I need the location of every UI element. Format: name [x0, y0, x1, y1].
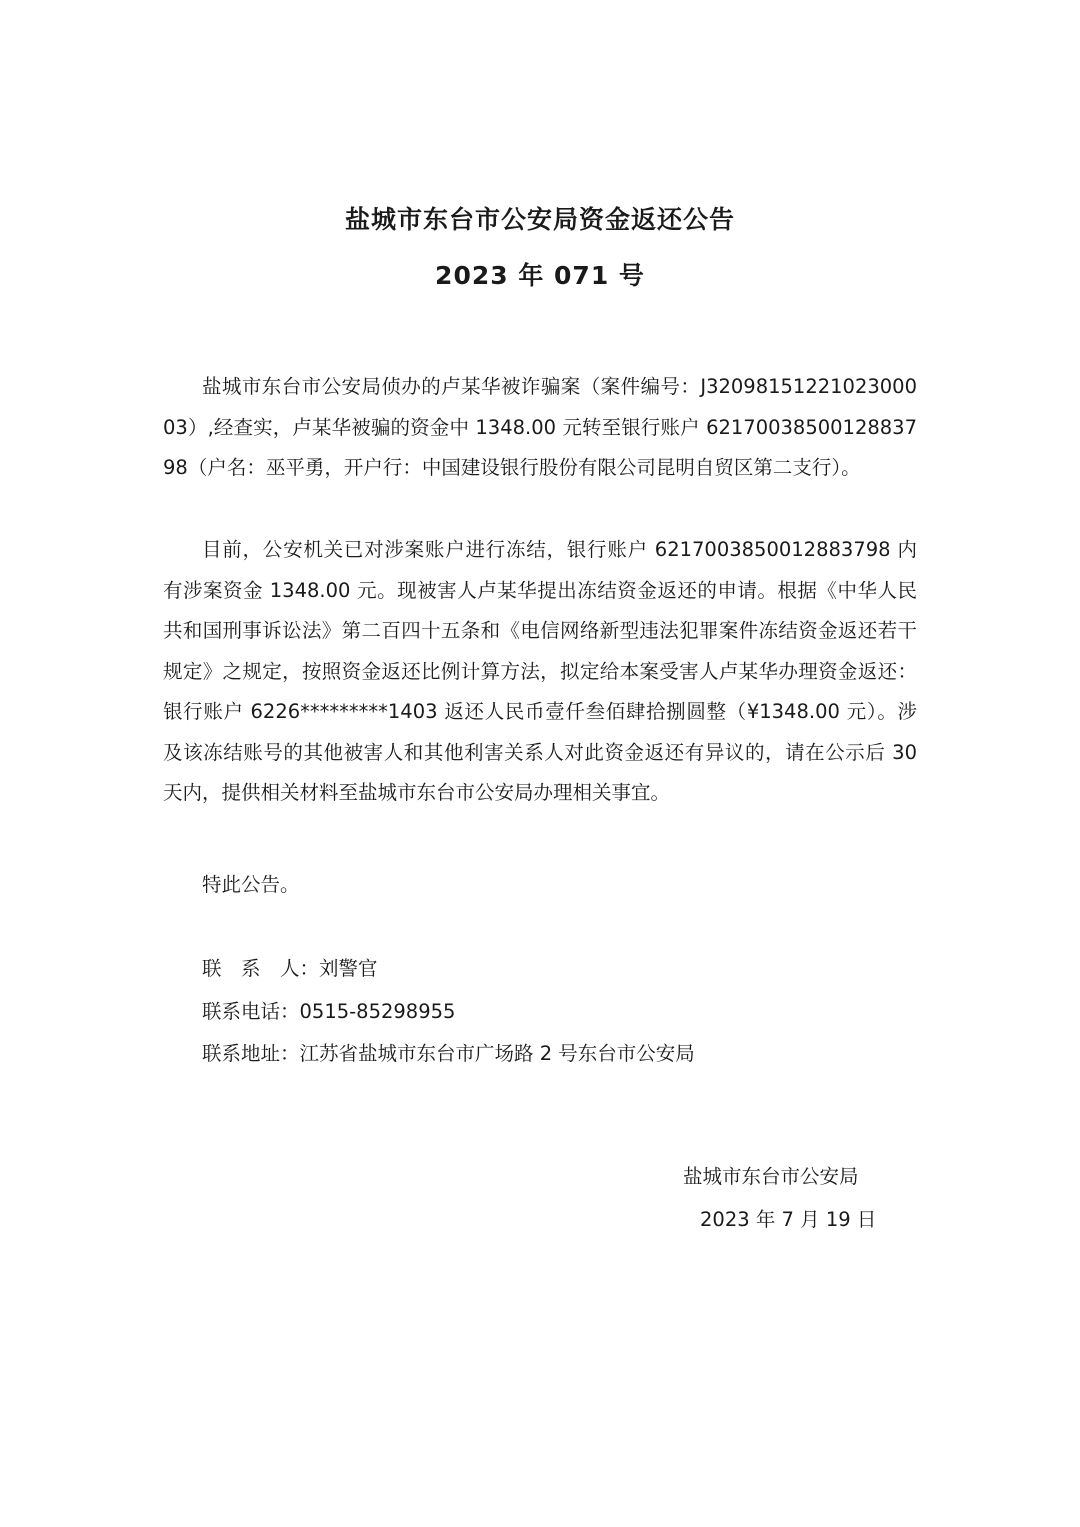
signature-date: 2023 年 7 月 19 日: [700, 1208, 877, 1231]
paragraph-refund-details: 目前，公安机关已对涉案账户进行冻结，银行账户 6217003850012883798 内有涉案资金 1348.00 元。现被害人卢某华提出冻结资金返还的申请。根据《中华人民共和国刑事诉讼法》第二百四十五条和《电信网络新型违法犯罪案件冻结资金返还若干规定》之规定，按照资金返还比例计算方法，拟定给本案受害人卢某华办理资金返还：银行账户 6226*********1403 返还人民币壹仟叁佰肆拾捌圆整（¥1348.00 元）。涉及该冻结账号的其他被害人和其他利害关系人对此资金返还有异议的，请在公示后 30 天内，提供相关材料至盐城市东台市公安局办理相关事宜。: [163, 538, 917, 804]
contact-phone: 联系电话：0515-85298955: [202, 1000, 456, 1023]
contact-address: 联系地址：江苏省盐城市东台市广场路 2 号东台市公安局: [202, 1042, 695, 1065]
paragraph-closing: 特此公告。: [202, 873, 300, 896]
document-number: 2023 年 071 号: [435, 261, 645, 290]
contact-person: 联 系 人：刘警官: [202, 957, 378, 980]
document-title: 盐城市东台市公安局资金返还公告: [344, 205, 735, 234]
signature-organization: 盐城市东台市公安局: [683, 1165, 859, 1188]
paragraph-case-details: 盐城市东台市公安局侦办的卢某华被诈骗案（案件编号：J3209815122102300003）,经查实，卢某华被骗的资金中 1348.00 元转至银行账户 6217003850012883798（户名：巫平勇，开户行：中国建设银行股份有限公司昆明自贸区第二支行）。: [163, 375, 917, 479]
